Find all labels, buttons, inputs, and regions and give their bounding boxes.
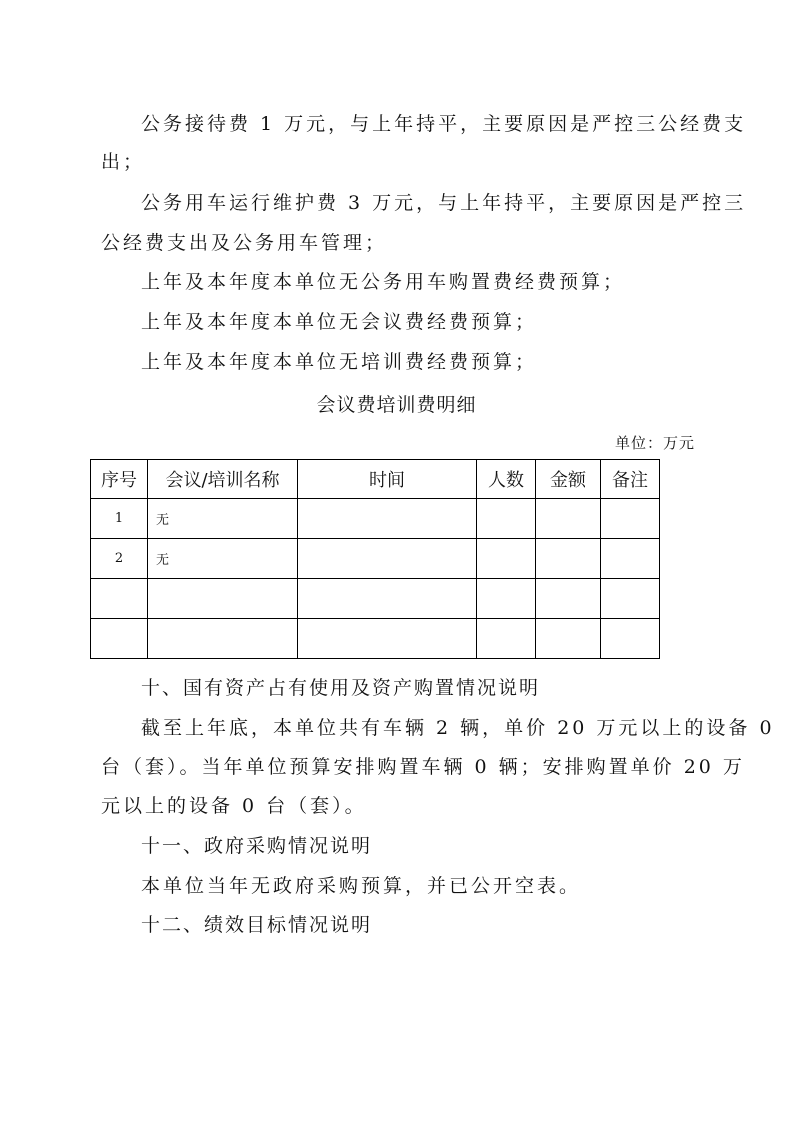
table-row — [91, 539, 660, 579]
text-line: 上年及本年度本单位无培训费经费预算； — [141, 351, 538, 373]
table-cell — [298, 619, 477, 659]
table-cell — [91, 619, 148, 659]
section-heading-procurement: 十一、政府采购情况说明 — [141, 835, 373, 857]
table-cell — [601, 619, 660, 659]
text-line: 截至上年底，本单位共有车辆 2 辆，单价 20 万元以上的设备 0 — [141, 717, 775, 739]
table-cell — [91, 579, 148, 619]
table-cell — [298, 499, 477, 539]
table-cell — [148, 619, 298, 659]
column-header: 备注 — [601, 460, 660, 499]
column-header: 人数 — [477, 460, 536, 499]
meeting-training-table — [90, 459, 660, 659]
table-cell — [298, 539, 477, 579]
text-line: 上年及本年度本单位无会议费经费预算； — [141, 311, 538, 333]
table-header-row — [91, 460, 660, 499]
table-cell — [148, 579, 298, 619]
unit-label: 单位：万元 — [614, 434, 695, 452]
table-row — [91, 619, 660, 659]
table-cell — [298, 579, 477, 619]
table-cell: 无 — [148, 539, 298, 579]
table-cell — [601, 579, 660, 619]
table-row — [91, 499, 660, 539]
table-cell — [477, 619, 536, 659]
text-line: 本单位当年无政府采购预算，并已公开空表。 — [141, 875, 582, 897]
table-cell — [477, 539, 536, 579]
table-cell — [477, 499, 536, 539]
text-line: 出； — [101, 151, 146, 173]
table-cell — [536, 499, 601, 539]
column-header: 时间 — [298, 460, 477, 499]
table-cell: 1 — [91, 499, 148, 539]
text-line: 上年及本年度本单位无公务用车购置费经费预算； — [141, 271, 626, 293]
section-heading-assets: 十、国有资产占有使用及资产购置情况说明 — [141, 677, 541, 699]
text-line: 公经费支出及公务用车管理； — [101, 232, 388, 254]
column-header: 金额 — [536, 460, 601, 499]
table-cell — [536, 539, 601, 579]
table-cell — [601, 539, 660, 579]
table-cell: 2 — [91, 539, 148, 579]
table-cell — [601, 499, 660, 539]
column-header: 序号 — [91, 460, 148, 499]
text-line: 公务接待费 1 万元，与上年持平，主要原因是严控三公经费支 — [141, 113, 747, 135]
table-row — [91, 579, 660, 619]
text-line: 元以上的设备 0 台（套）。 — [101, 795, 367, 817]
table-cell — [477, 579, 536, 619]
table-cell: 无 — [148, 499, 298, 539]
text-line: 台（套）。当年单位预算安排购置车辆 0 辆；安排购置单价 20 万 — [101, 756, 745, 778]
table-cell — [536, 579, 601, 619]
table-cell — [536, 619, 601, 659]
table-title: 会议费培训费明细 — [316, 394, 477, 416]
text-line: 公务用车运行维护费 3 万元，与上年持平，主要原因是严控三 — [141, 192, 747, 214]
section-heading-performance: 十二、绩效目标情况说明 — [141, 914, 373, 936]
column-header: 会议/培训名称 — [148, 460, 298, 499]
